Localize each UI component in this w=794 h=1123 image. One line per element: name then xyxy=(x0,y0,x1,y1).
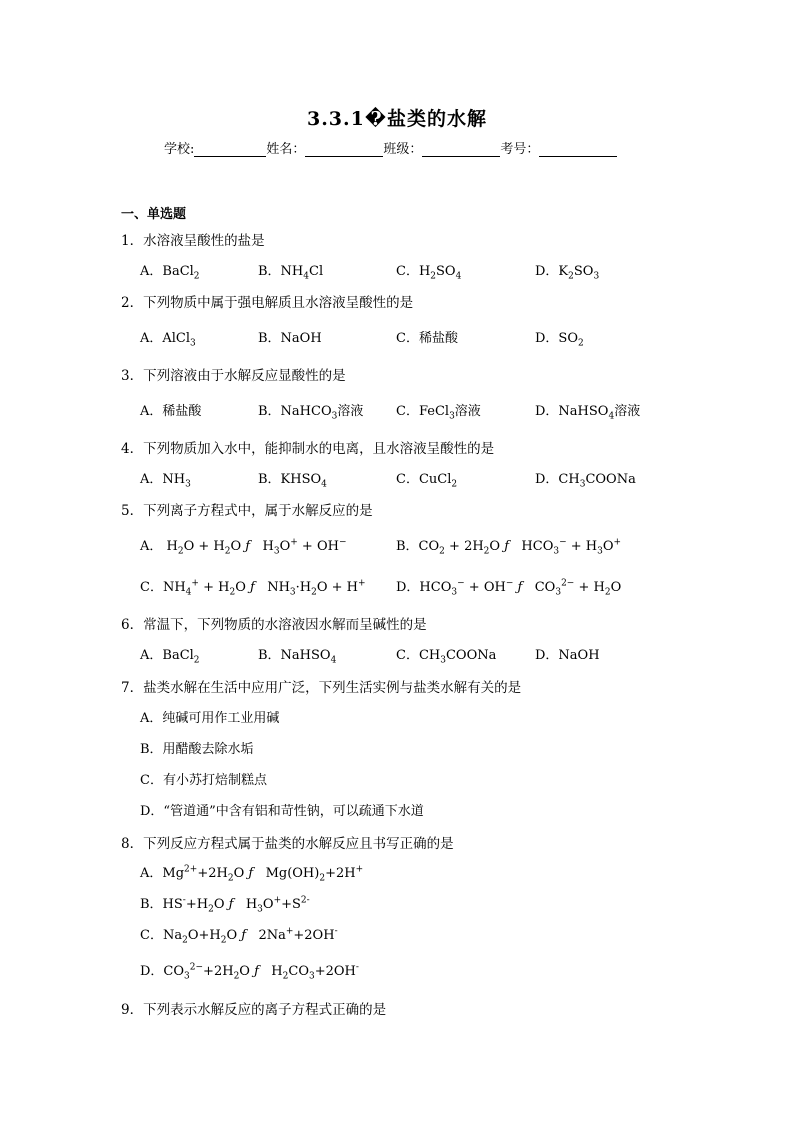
q6-option-a[interactable]: A．BaCl$_2$ xyxy=(140,648,200,666)
q3-option-d[interactable]: D．NaHSO$_4$溶液 xyxy=(535,404,641,422)
q6-option-c[interactable]: C．$CH_3COONa$ xyxy=(396,648,497,666)
q7-option-b[interactable]: B．用醋酸去除水垢 xyxy=(140,742,254,757)
q8-option-d[interactable]: D．$CO_3^{2-}+2H_2O$ ƒ $H_2CO_3+2OH^-$ xyxy=(140,962,359,982)
class-blank[interactable] xyxy=(422,142,500,157)
question-9: 9．下列表示水解反应的离子方程式正确的是 xyxy=(121,1002,387,1018)
q8-option-b[interactable]: B．$HS^-+H_2O$ ƒ $H_3O^++S^{2-}$ xyxy=(140,895,310,915)
q2-option-c[interactable]: C．稀盐酸 xyxy=(396,331,458,346)
number-label: 考号： xyxy=(500,142,540,157)
question-6: 6．常温下，下列物质的水溶液因水解而呈碱性的是 xyxy=(121,617,427,633)
q7-option-a[interactable]: A．纯碱可用作工业用碱 xyxy=(140,711,280,726)
q1-option-a[interactable]: A．BaCl$_2$ xyxy=(140,264,200,282)
question-3: 3．下列溶液由于水解反应显酸性的是 xyxy=(121,368,346,384)
q2-option-a[interactable]: A．AlCl$_3$ xyxy=(140,331,196,349)
q6-option-b[interactable]: B．NaHSO$_4$ xyxy=(258,648,337,666)
q3-b-suffix: 溶液 xyxy=(337,404,364,419)
question-8: 8．下列反应方程式属于盐类的水解反应且书写正确的是 xyxy=(121,836,454,852)
school-blank[interactable] xyxy=(194,142,266,157)
q5-option-c[interactable]: C．$NH_4^+ + H_2O$ ƒ $NH_3\cdot H_2O + H^+$ xyxy=(140,578,366,598)
number-blank[interactable] xyxy=(539,142,617,157)
student-info-line xyxy=(164,138,617,157)
q5-option-a[interactable]: A． $H_2O + H_2O$ ƒ $H_3O^+ + OH^-$ xyxy=(140,537,347,557)
q8-option-a[interactable]: A．$Mg^{2+}+2H_2O$ ƒ $Mg(OH)_2+2H^+$ xyxy=(140,864,364,884)
q7-option-d[interactable]: D．“管道通”中含有铝和苛性钠，可以疏通下水道 xyxy=(140,804,424,819)
q4-option-a[interactable]: A．$NH_3$ xyxy=(140,472,191,490)
school-label: 学校: xyxy=(164,142,195,157)
q2-option-b[interactable]: B．NaOH xyxy=(258,331,322,346)
q2-option-d[interactable]: D．$SO_2$ xyxy=(535,331,584,349)
class-label: 班级： xyxy=(383,142,423,157)
q4-option-d[interactable]: D．$CH_3COONa$ xyxy=(535,472,636,490)
section-heading: 一、单选题 xyxy=(121,207,187,222)
q6-option-d[interactable]: D．NaOH xyxy=(535,648,600,663)
q3-option-b[interactable]: B．NaHCO$_3$溶液 xyxy=(258,404,364,422)
q1-option-b[interactable]: B．$NH_4Cl$ xyxy=(258,264,324,282)
q3-d-suffix: 溶液 xyxy=(614,404,641,419)
q8-option-c[interactable]: C．$Na_2O+H_2O$ ƒ 2Na++2OH- xyxy=(140,926,338,946)
question-1: 1．水溶液呈酸性的盐是 xyxy=(121,233,265,249)
page-title: 3.3.1�盐类的水解 xyxy=(306,108,488,130)
question-5: 5．下列离子方程式中，属于水解反应的是 xyxy=(121,503,373,519)
q4-option-c[interactable]: C．CuCl$_2$ xyxy=(396,472,458,490)
name-label: 姓名： xyxy=(266,142,306,157)
q3-option-c[interactable]: C．FeCl$_3$溶液 xyxy=(396,404,481,422)
name-blank[interactable] xyxy=(305,142,383,157)
q1-option-d[interactable]: D．$K_2SO_3$ xyxy=(535,264,600,282)
q3-option-a[interactable]: A．稀盐酸 xyxy=(140,404,202,419)
q5-option-d[interactable]: D．$HCO_3^- + OH^-$ ƒ $CO_3^{2-} + H_2O$ xyxy=(396,578,622,598)
question-7: 7．盐类水解在生活中应用广泛，下列生活实例与盐类水解有关的是 xyxy=(121,680,522,696)
q7-option-c[interactable]: C．有小苏打焙制糕点 xyxy=(140,773,267,788)
question-2: 2．下列物质中属于强电解质且水溶液呈酸性的是 xyxy=(121,295,414,311)
q4-option-b[interactable]: B．$KHSO_4$ xyxy=(258,472,327,490)
question-4: 4．下列物质加入水中，能抑制水的电离，且水溶液呈酸性的是 xyxy=(121,441,495,457)
q3-c-suffix: 溶液 xyxy=(454,404,481,419)
q1-option-c[interactable]: C．$H_2SO_4$ xyxy=(396,264,462,282)
q5-option-b[interactable]: B．$CO_2 + 2H_2O$ ƒ $HCO_3^- + H_3O^+$ xyxy=(396,537,622,557)
